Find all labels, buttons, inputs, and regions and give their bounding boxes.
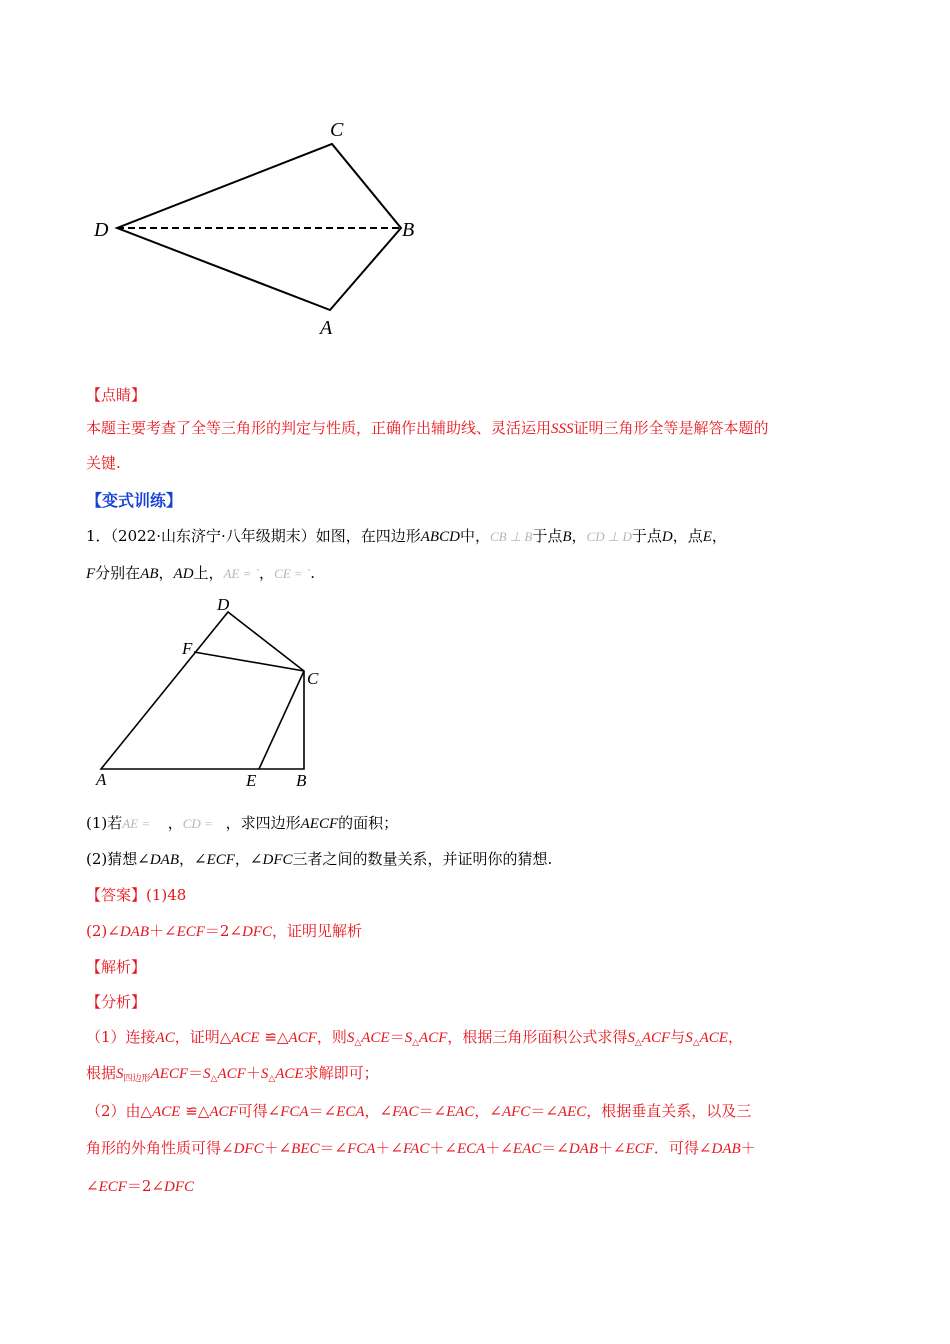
quad-label-c: C [307,669,319,688]
problem-line-1: 1．（2022·山东济宁·八年级期末）如图，在四边形ABCD中，CB ⊥ B于点B，CD ⊥ D于点D，点E， [86,527,727,545]
analysis-2-line-1: （2）由△ACE ≌△ACF可得∠FCA＝∠ECA，∠FAC＝∠EAC，∠AFC＝∠AEC，根据垂直关系，以及三 [86,1102,752,1120]
problem-line-2: F分别在AB，AD上，AE = `，CE = `. [86,564,316,582]
quad-label-d: D [217,595,230,614]
formula-cd: CD = [182,816,217,831]
analysis-1-line-1: （1）连接AC，证明△ACE ≌△ACF，则$S_\triangle ACE=S_\triangle ACF$，根据三角形面积公式求得$S_\triangle ACF$与$S_\triangle ACE$， [86,1028,743,1048]
formula-ce-eq: CE = [274,566,306,581]
question-2: (2)猜想∠DAB，∠ECF，∠DFC三者之间的数量关系，并证明你的猜想. [86,850,553,868]
formula-cb-perp: CB ⊥ [489,529,525,544]
kite-label-c: C [330,119,344,141]
quad-outline [101,612,304,769]
fenxi-header: 【分析】 [86,993,147,1011]
kite-figure [80,110,440,350]
formula-ae-eq: AE = [223,566,255,581]
variant-header: 【变式训练】 [86,491,183,510]
analysis-2-line-2: 角形的外角性质可得∠DFC＋∠BEC＝∠FCA＋∠FAC＋∠ECA＋∠EAC＝∠DAB＋∠ECF．可得∠DAB＋ [86,1139,756,1157]
analysis-1-line-2: 根据$S_{四边形}AECF=S_\triangle ACF+S_\triangle ACE$求解即可； [86,1064,379,1084]
answer-line-2: (2)∠DAB＋∠ECF＝2∠DFC，证明见解析 [86,922,363,940]
quadrilateral-figure [86,594,336,794]
kite-label-d: D [94,219,109,241]
segment-ce [259,671,304,769]
dianjing-header: 【点睛】 [86,386,147,404]
question-1: (1)若AE = ，CD = ，求四边形AECF的面积； [86,814,399,832]
kite-label-a: A [320,317,333,339]
quad-label-f: F [182,639,193,658]
analysis-2-line-3: ∠ECF＝2∠DFC [86,1177,195,1195]
formula-cd-perp: CD ⊥ [586,529,623,544]
formula-ae: AE = [122,816,154,831]
kite-outline [117,144,401,310]
dianjing-line-2: 关键. [86,454,121,472]
quad-label-a: A [96,770,107,789]
quad-label-e: E [246,771,257,790]
jiexi-header: 【解析】 [86,958,147,976]
segment-fc [194,652,304,671]
dianjing-line-1: 本题主要考查了全等三角形的判定与性质，正确作出辅助线、灵活运用SSS证明三角形全等是解答本题的 [86,419,769,437]
kite-label-b: B [402,219,415,241]
answer-line-1: 【答案】(1)48 [86,886,187,904]
quad-label-b: B [296,771,307,790]
